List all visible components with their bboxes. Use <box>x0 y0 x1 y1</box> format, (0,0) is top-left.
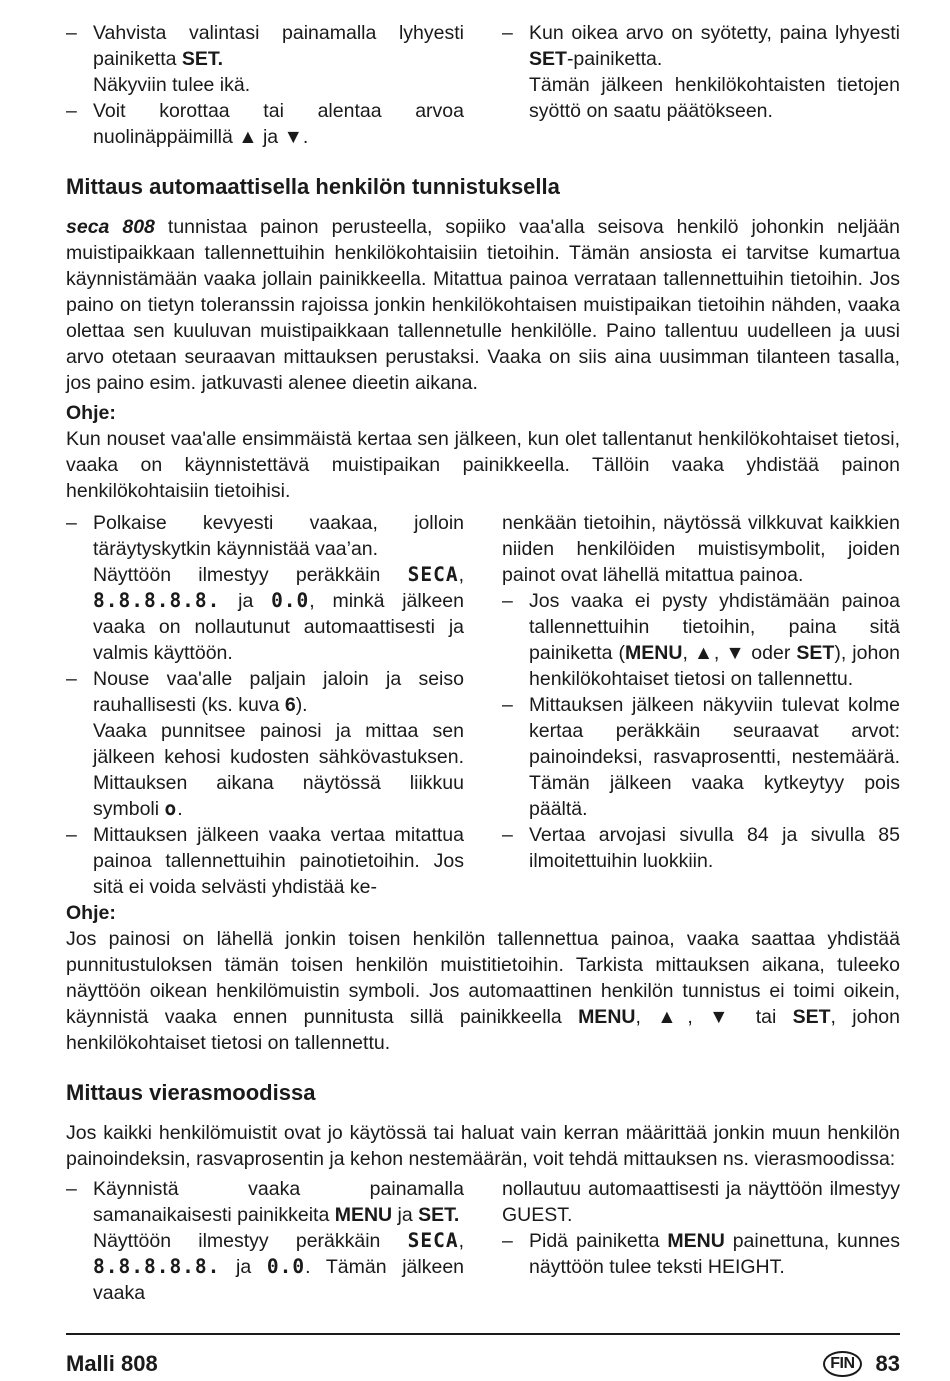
section-intro-auto-recognition: seca 808 tunnistaa painon perusteella, sopiiko vaa'alla seisova henkilö johonkin neljään muistipaikkaan tallennettuihin henkilökohtaisiin tietoihin. Tämän ansiosta ei tarvitse kumartua käynnistämään vaaka jollain painikkeella. Mitattua painoa verrataan tallennettuihin tietoihin. Jos paino on tietyn toleranssin rajoissa jonkin henkilökohtaisen muistipaikan tietoihin nähden, vaaka olettaa sen kuuluvan muistipaikkaan tallennetulle henkilölle. Paino tallentuu uudelleen ja uusi arvo otetaan seuraavan mittauksen perustaksi. Vaaka on siis aina uusimman tilanteen tasalla, jos paino esim. jatkuvasti alenee dieetin aikana. <box>66 216 900 394</box>
page-footer <box>66 1333 900 1377</box>
model-name: Malli 808 <box>66 1351 158 1376</box>
list-item: – Jos vaaka ei pysty yhdistämään painoa tallennettuihin tietoihin, paina sitä painiketta (MENU, ▲, ▼ oder SET), johon henkilökohtaiset tietosi on tallennettu. <box>502 588 900 692</box>
top-columns <box>66 20 900 150</box>
list-item: – Voit korottaa tai alentaa arvoa nuolinäppäimillä ▲ ja ▼. <box>66 98 464 150</box>
list-item: – Vahvista valintasi painamalla lyhyesti painiketta SET. <box>66 20 464 72</box>
list-item: – Mittauksen jälkeen näkyviin tulevat kolme kertaa peräkkäin seuraavat arvot: painoindeksi, rasvaprosentti, nestemäärä. Tämän jälkeen vaaka kytkeytyy pois päältä. <box>502 692 900 822</box>
note-title: Ohje: <box>66 902 116 924</box>
list-item-text: Näkyviin tulee ikä. <box>93 74 251 96</box>
section-title-guest-mode: Mittaus vierasmoodissa <box>66 1080 316 1105</box>
footer-right <box>823 1351 900 1377</box>
top-left-column <box>66 20 464 150</box>
guest-left-column <box>66 1176 464 1306</box>
section-title-auto-recognition: Mittaus automaattisella henkilön tunnistuksella <box>66 174 560 199</box>
manual-page <box>66 20 900 1306</box>
list-item: – Nouse vaa'alle paljain jaloin ja seiso rauhallisesti (ks. kuva 6). <box>66 666 464 718</box>
language-badge-icon: FIN <box>823 1351 861 1377</box>
list-item: – Vertaa arvojasi sivulla 84 ja sivulla 85 ilmoitettuihin luokkiin. <box>502 822 900 874</box>
list-item-text: nollautuu automaattisesti ja näyttöön ilmestyy GUEST. <box>502 1178 900 1226</box>
list-item: – Mittauksen jälkeen vaaka vertaa mitattua painoa tallennettuihin painotietoihin. Jos sitä ei voida selvästi yhdistää ke- <box>66 822 464 900</box>
top-right-column <box>502 20 900 150</box>
list-item-text: nenkään tietoihin, näytössä vilkkuvat kaikkien niiden henkilöiden muistisymbolit, joiden painot ovat lähellä mitattua painoa. <box>502 512 900 586</box>
page-number: 83 <box>875 1351 900 1376</box>
list-item: – Pidä painiketta MENU painettuna, kunnes näyttöön tulee teksti HEIGHT. <box>502 1228 900 1280</box>
list-item: – Kun oikea arvo on syötetty, paina lyhyesti SET-painiketta. <box>502 20 900 72</box>
list-item: – Polkaise kevyesti vaakaa, jolloin täräytyskytkin käynnistää vaa’an. <box>66 510 464 562</box>
auto-recognition-columns <box>66 510 900 900</box>
guest-mode-columns <box>66 1176 900 1306</box>
list-item-text: Tämän jälkeen henkilökohtaisten tietojen syöttö on saatu päätökseen. <box>529 74 900 122</box>
auto-left-column <box>66 510 464 900</box>
section-intro-guest-mode: Jos kaikki henkilömuistit ovat jo käytössä tai haluat vain kerran määrittää jonkin muun henkilön painoindeksin, rasvaprosentin ja kehon nestemäärän, voit tehdä mittauksen ns. vierasmoodissa: <box>66 1122 900 1170</box>
list-item-text: Vaaka punnitsee painosi ja mittaa sen jälkeen kehosi kudosten sähkövastuksen. Mittauksen aikana näytössä liikkuu symboli o. <box>93 720 464 820</box>
list-item: – Käynnistä vaaka painamalla samanaikaisesti painikkeita MENU ja SET. <box>66 1176 464 1228</box>
list-item-text: Näyttöön ilmestyy peräkkäin SECA, 8.8.8.8.8. ja 0.0. Tämän jälkeen vaaka <box>93 1229 465 1304</box>
note-text: Kun nouset vaa'alle ensimmäistä kertaa sen jälkeen, kun olet tallentanut henkilökohtaiset tietosi, vaaka on käynnistettävä muistipaikan painikkeella. Tällöin vaaka yhdistää painon henkilökohtaisiin tietoihisi. <box>66 428 900 502</box>
note-text: Jos painosi on lähellä jonkin toisen henkilön tallennettua painoa, vaaka saattaa yhdistää punnitustuloksen tämän toisen henkilön muistitietoihin. Tarkista mittauksen aikana, tuleeko näyttöön oikean henkilömuistin symboli. Jos automaattinen henkilön tunnistus ei toimi oikein, käynnistä vaaka ennen punnitusta sillä painikkeella MENU, ▲, ▼ tai SET, johon henkilökohtaiset tietosi on tallennettu. <box>66 928 900 1054</box>
auto-right-column <box>502 510 900 900</box>
list-item-text: Näyttöön ilmestyy peräkkäin SECA, 8.8.8.8.8. ja 0.0, minkä jälkeen vaaka on nollautunut automaattisesti ja valmis käyttöön. <box>93 563 464 664</box>
note-title: Ohje: <box>66 402 116 424</box>
guest-right-column <box>502 1176 900 1306</box>
